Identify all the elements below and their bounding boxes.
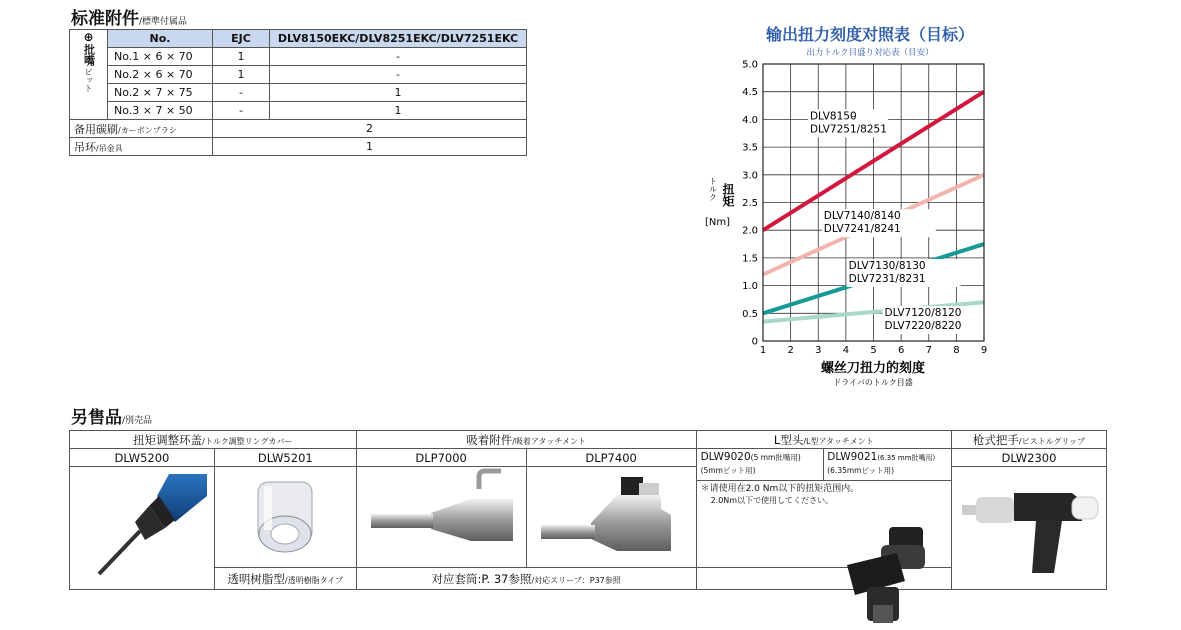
y-tick-label: 4.5 [742,87,758,99]
optional-accessories-table [69,430,1107,590]
torque-chart [700,55,1020,395]
y-tick-label: 4.0 [742,114,758,126]
bit-group-sub: ビット [84,68,93,92]
y-axis-unit: [Nm] [705,217,731,228]
standard-title: 标准附件/標準付属品 [71,9,188,29]
series-label: DLV7140/8140 [823,210,901,223]
bit-group-label: 批嘴 [82,44,96,66]
resin-sub: /透明樹脂タイプ [284,575,344,585]
model-dlw5200: DLW5200 [70,449,215,467]
brush-value: 2 [213,120,527,138]
series-label-2: DLV7251/8251 [809,123,887,136]
row-ejc: 1 [213,48,270,66]
table-row [70,84,527,102]
row-no: No.1 × 6 × 70 [108,48,213,66]
row-no: No.3 × 7 × 50 [108,102,213,120]
table-row [70,66,527,84]
x-tick-label: 4 [842,345,850,356]
y-tick-label: 5.0 [742,59,758,71]
clear-resin-cover-image [240,472,330,562]
row-dlv: - [270,48,527,66]
y-tick-label: 2.5 [742,198,758,209]
y-tick-label: 0.5 [742,308,758,320]
row-ejc: - [213,84,270,102]
image-dlw5201 [214,467,356,568]
series-label-2: DLV7231/8231 [848,272,926,285]
ring-label-cell [70,138,213,156]
y-tick-label: 3.0 [742,170,758,182]
group-l-attachment: L型头/L型アタッチメント [696,431,951,449]
suction-attachment-elbow-image [531,467,691,567]
x-tick-label: 7 [925,345,932,356]
ring-label: 吊环 [74,140,96,154]
series-label: DLV7120/8120 [884,307,962,320]
y-tick-label: 3.5 [742,142,758,154]
group-suction: 吸着附件/吸着アタッチメント [356,431,696,449]
l-attachment-image [837,525,947,625]
series-label-2: DLV7241/8241 [823,223,901,236]
image-dlw5200 [70,467,215,590]
ring-row [70,138,527,156]
y-tick-label: 1.0 [742,281,758,293]
row-no: No.2 × 6 × 70 [108,66,213,84]
model-dlw5201: DLW5201 [214,449,356,467]
y-axis-sublabel: トルク [708,177,718,201]
model-dlw9020: DLW9020(5 mm批嘴用) (5mmビット用) [696,449,824,481]
header-ejc: EJC [213,30,270,48]
y-axis-label: 扭矩 [721,183,735,207]
y-tick-label: 1.5 [742,253,758,265]
sleeve-ref-cell [356,568,696,590]
brush-sub: /カーボンブラシ [118,125,177,135]
y-tick-label: 2.0 [742,225,758,237]
row-dlv: 1 [270,84,527,102]
series-label-2: DLV7220/8220 [884,320,962,333]
image-dlw2300 [951,467,1106,590]
header-dlv: DLV8150EKC/DLV8251EKC/DLV7251EKC [270,30,527,48]
ring-sub: /吊金具 [96,143,123,153]
group-torque-cover: 扭矩调整环盖/トルク調整リングカバー [70,431,357,449]
bit-group-cell [70,30,108,120]
x-tick-label: 3 [815,345,822,356]
x-tick-label: 9 [980,345,988,356]
brush-label-cell [70,120,213,138]
series-label: DLV8150 [809,110,857,123]
brush-label: 备用碳刷 [74,122,118,136]
chart-subtitle: 出力トルク目盛り対応表（目安） [806,48,934,58]
y-tick-label: 0 [751,336,758,348]
ring-value: 1 [213,138,527,156]
x-tick-label: 8 [953,345,960,356]
chart-title: 输出扭力刻度对照表（目标） [765,25,974,44]
row-ejc: 1 [213,66,270,84]
resin-label: 透明树脂型 [227,571,285,586]
image-dlp7400 [526,467,696,568]
table-row [70,102,527,120]
screwdriver-with-cover-image [77,474,207,582]
sleeve-sub: /対応スリーブ：P37参照 [531,575,621,585]
table-header-row [70,30,527,48]
model-dlp7400: DLP7400 [526,449,696,467]
brush-row [70,120,527,138]
chart-title-block [700,22,1040,58]
l-attachment-cell [696,480,951,567]
model-row [70,449,1107,467]
group-header-row [70,431,1107,449]
row-dlv: - [270,66,527,84]
model-dlw9021: DLW9021(6.35 mm批嘴用) (6.35mmビット用) [824,449,952,481]
options-title: 另售品/別売品 [71,408,153,428]
usage-note-cn: ＊请使用在2.0 Nm以下的扭矩范围内。 [700,483,860,494]
row-dlv: 1 [270,102,527,120]
suction-attachment-image [361,467,521,567]
model-dlp7000: DLP7000 [356,449,526,467]
x-tick-label: 1 [759,345,767,356]
chart-grid [763,64,984,341]
header-no: No. [108,30,213,48]
plus-bit-icon: ⊕ [83,30,94,44]
sleeve-label: 对应套筒:P. 37参照 [431,571,532,586]
series-label: DLV7130/8130 [848,259,926,272]
row-ejc: - [213,102,270,120]
x-tick-label: 5 [870,345,877,356]
resin-type-cell [214,568,356,590]
image-dlp7000 [356,467,526,568]
standard-accessories-table [69,29,527,156]
usage-note-jp: 2.0Nm以下で使用してください。 [710,495,834,505]
group-pistol-grip: 枪式把手/ピストルグリップ [951,431,1106,449]
table-row [70,48,527,66]
x-tick-label: 6 [897,345,905,356]
row-no: No.2 × 7 × 75 [108,84,213,102]
model-dlw2300: DLW2300 [951,449,1106,467]
pistol-grip-image [954,473,1104,583]
x-tick-label: 2 [787,345,794,356]
x-axis-label: 螺丝刀扭力的刻度 [820,361,926,376]
x-axis-sublabel: ドライバのトルク目盛 [833,378,913,387]
